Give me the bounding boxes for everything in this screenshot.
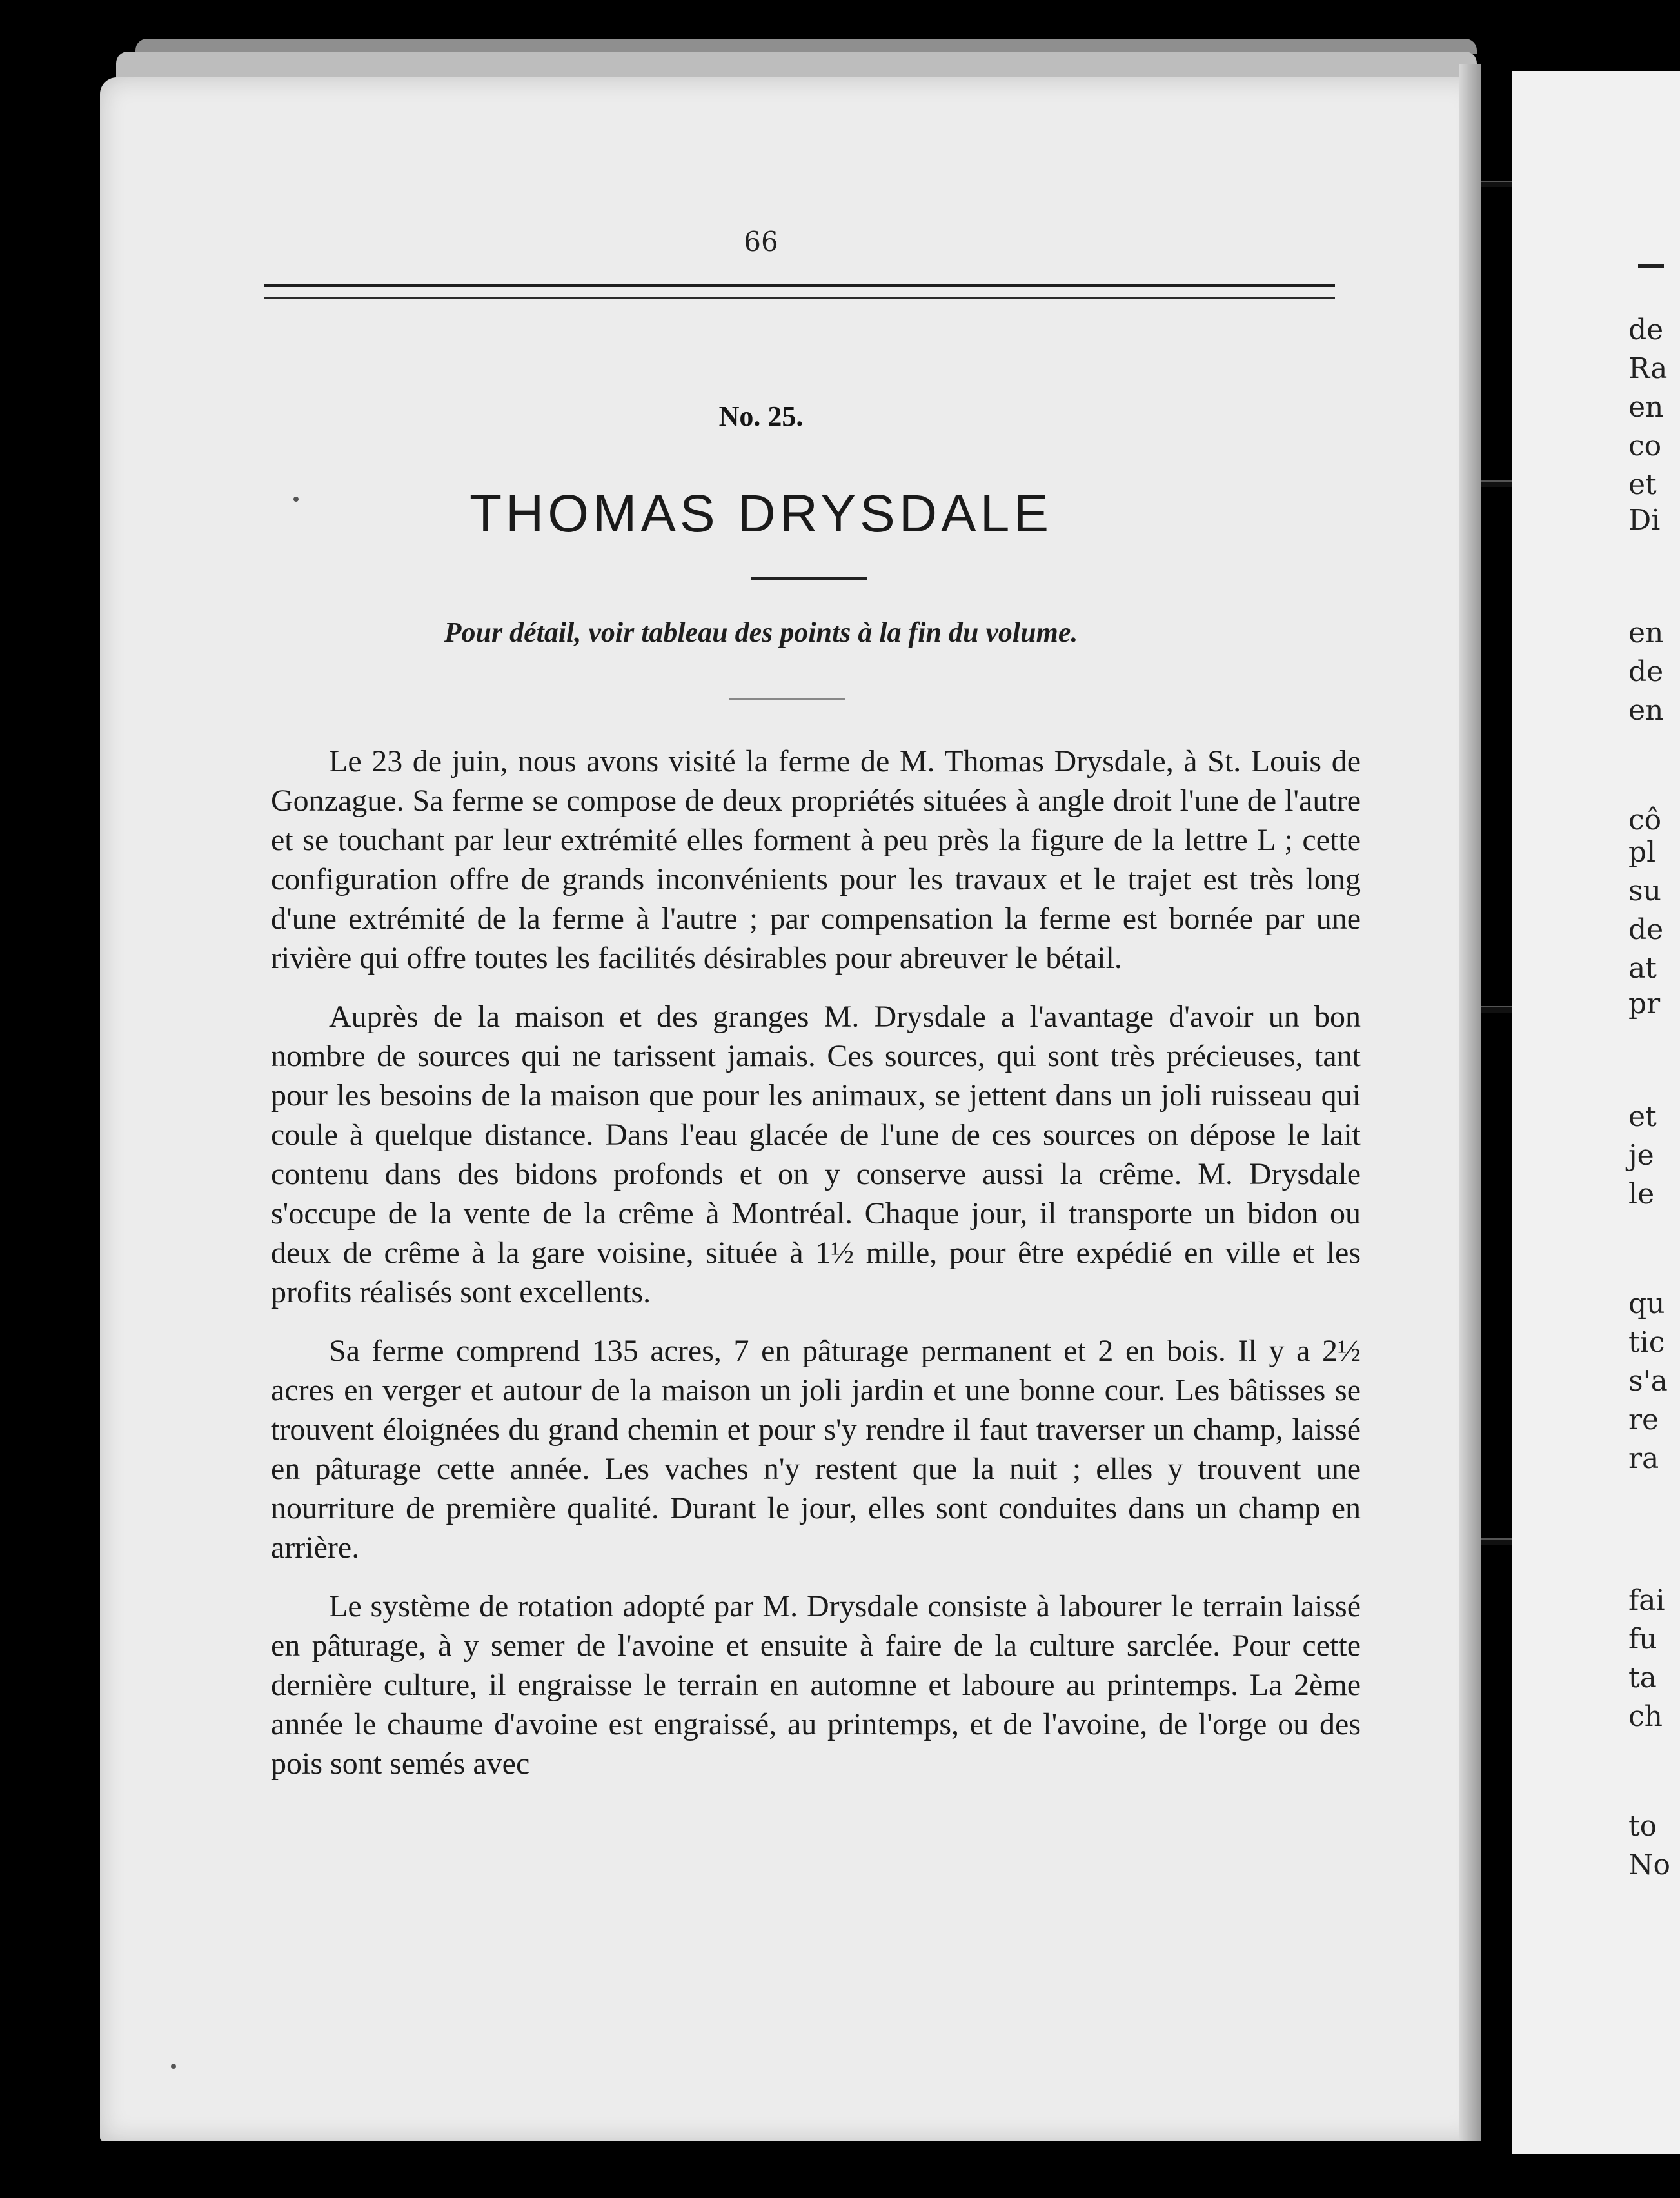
facing-page-fragment: en — [1628, 694, 1664, 727]
facing-page-fragment: de — [1628, 655, 1664, 688]
page-title: THOMAS DRYSDALE — [469, 484, 1053, 543]
header-rule — [264, 284, 1335, 287]
facing-page-fragment: qu — [1628, 1287, 1665, 1320]
facing-page-fragment: Di — [1628, 504, 1661, 537]
facing-page-fragment: et — [1628, 468, 1657, 501]
facing-page-fragment: tic — [1628, 1326, 1665, 1359]
scan-speck — [293, 497, 299, 502]
facing-page-fragment: s'a — [1628, 1365, 1668, 1398]
facing-page-fragment: to — [1628, 1810, 1657, 1843]
subtitle-rule — [729, 698, 845, 700]
facing-page-fragment: pr — [1628, 987, 1661, 1020]
entry-number: No. 25. — [718, 401, 804, 432]
scan-speck — [171, 2064, 176, 2069]
facing-page-fragment: su — [1628, 875, 1661, 907]
facing-page-fragment: en — [1628, 617, 1664, 649]
facing-page-fragment: at — [1628, 952, 1657, 985]
page-number: 66 — [744, 226, 778, 257]
body-text — [271, 742, 1361, 1803]
facing-page-fragment: en — [1628, 391, 1664, 424]
facing-page-fragment: pl — [1628, 836, 1656, 869]
binding-stitch — [1481, 1006, 1514, 1013]
facing-page-fragment: ch — [1628, 1700, 1663, 1733]
facing-page-fragment: co — [1628, 430, 1662, 462]
facing-page-fragment: de — [1628, 313, 1664, 346]
binding-stitch — [1481, 1538, 1514, 1545]
facing-page-fragment: le — [1628, 1178, 1655, 1211]
paragraph: Le 23 de juin, nous avons visité la ferme de M. Thomas Drysdale, à St. Louis de Gonzague. Sa ferme se compose de deux propriétés situées à angle droit l'une de l'autre et se touchant par leur extrémité elles forment à peu près la figure de la lettre L ; cette configuration offre de grands inconvénients pour les travaux et le trajet est très long d'une extrémité de la ferme à l'autre ; par compensation la ferme est bornée par une rivière qui offre toutes les facilités désirables pour abreuver le bétail. — [271, 744, 1361, 975]
facing-page-fragment: Ra — [1628, 352, 1668, 385]
paragraph: Sa ferme comprend 135 acres, 7 en pâturage permanent et 2 en bois. Il y a 2½ acres en verger et autour de la maison un joli jardin et une bonne cour. Les bâtisses se trouvent éloignées du grand chemin et pour s'y rendre il faut traverser un champ, laissé en pâturage cette année. Les vaches n'y restent que la nuit ; elles y trouvent une nourriture de première qualité. Durant le jour, elles sont conduites dans un champ en arrière. — [271, 1334, 1361, 1565]
facing-page-fragment: ta — [1628, 1661, 1657, 1694]
facing-page-rule — [1638, 264, 1664, 268]
header-rule — [264, 297, 1335, 299]
page-stack-edge — [116, 52, 1477, 77]
book-gutter — [1483, 39, 1512, 2198]
subtitle: Pour détail, voir tableau des points à la fin du volume. — [444, 617, 1078, 648]
facing-page-fragment: et — [1628, 1100, 1657, 1133]
facing-page-fragment: fai — [1628, 1584, 1665, 1617]
page-fore-edge — [1459, 64, 1481, 2141]
facing-page-fragment: de — [1628, 913, 1664, 946]
facing-page-fragment: fu — [1628, 1623, 1657, 1656]
binding-stitch — [1481, 480, 1514, 487]
paragraph: Auprès de la maison et des granges M. Drysdale a l'avantage d'avoir un bon nombre de sources qui ne tarissent jamais. Ces sources, qui sont très précieuses, tant pour les besoins de la maison que pour les animaux, se jettent dans un joli ruisseau qui coule à quelque distance. Dans l'eau glacée de l'une de ces sources on dépose le lait contenu dans des bidons profonds et on y conserve aussi la crême. M. Drysdale s'occupe de la vente de la crême à Montréal. Chaque jour, il transporte un bidon ou deux de crême à la gare voisine, située à 1½ mille, pour être expédié en ville et les profits réalisés sont excellents. — [271, 1000, 1361, 1309]
binding-stitch — [1481, 181, 1514, 187]
facing-page-fragment: ra — [1628, 1442, 1659, 1475]
paragraph: Le système de rotation adopté par M. Drysdale consiste à labourer le terrain laissé en pâturage, à y semer de l'avoine et ensuite à faire de la culture sarclée. Pour cette dernière culture, il engraisse le terrain en automne et laboure au printemps. La 2ème année le chaume d'avoine est engraissé, au printemps, et de l'avoine, de l'orge ou des pois sont semés avec — [271, 1589, 1361, 1781]
facing-page-fragment: je — [1628, 1139, 1654, 1172]
title-rule — [751, 577, 867, 580]
facing-page-fragment: No — [1628, 1848, 1670, 1881]
facing-page-fragment: re — [1628, 1403, 1659, 1436]
facing-page-fragment: cô — [1628, 804, 1662, 837]
